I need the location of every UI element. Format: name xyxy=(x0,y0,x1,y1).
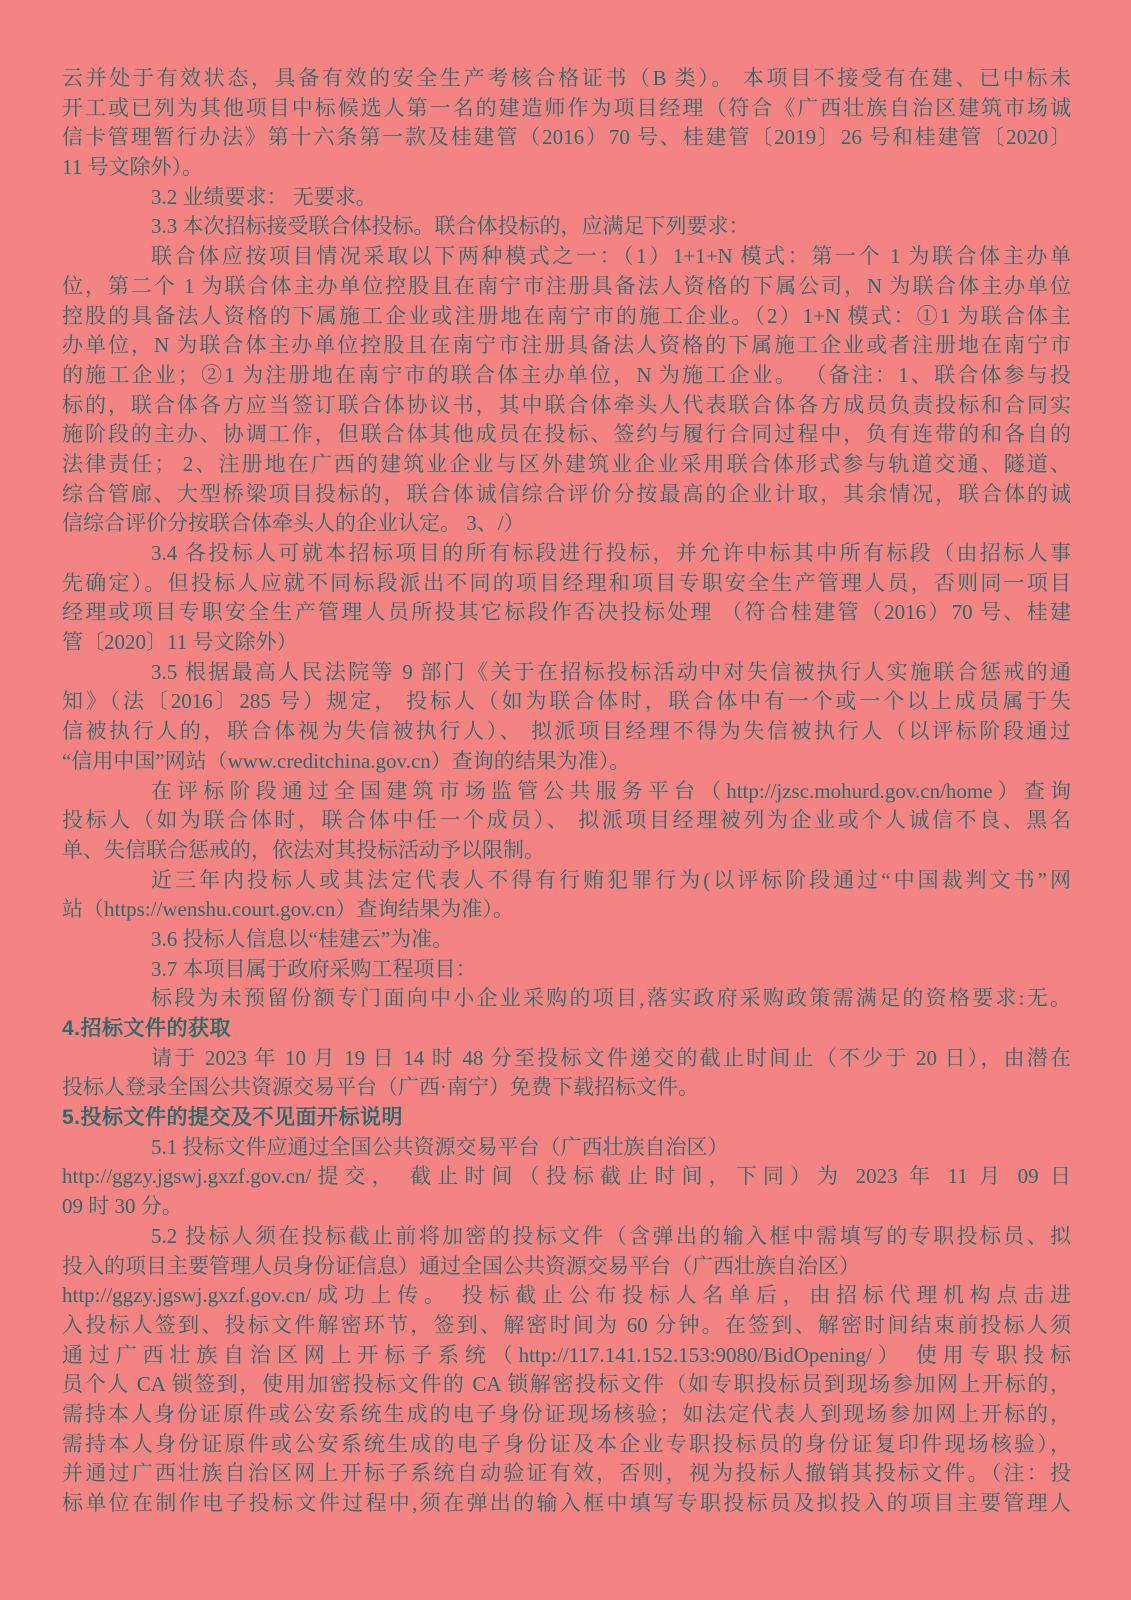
text-line: 开工或已列为其他项目中标候选人第一名的建造师作为项目经理（符合《广西壮族自治区建筑市场诚 xyxy=(62,95,1071,120)
text-line: 信卡管理暂行办法》第十六条第一款及桂建管（2016）70 号、桂建管〔2019〕26 号和桂建管〔2020〕 xyxy=(62,125,1071,150)
text-line: 需持本人身份证原件或公安系统生成的电子身份证现场核验；如法定代表人到现场参加网上开标的， xyxy=(62,1401,1071,1426)
text-line: 知》（法〔2016〕285 号）规定， 投标人（如为联合体时，联合体中有一个或一个以上成员属于失 xyxy=(62,689,1071,714)
text-line: 经理或项目专职安全生产管理人员所投其它标段作否决投标处理 （符合桂建管（2016）70 号、桂建 xyxy=(62,600,1071,625)
document-page xyxy=(62,64,1071,1519)
text-line: http://ggzy.jgswj.gxzf.gov.cn/提交， 截止时间（投标截止时间，下同）为 2023 年 11 月 09 日 xyxy=(62,1164,1071,1189)
text-line: 投标人（如为联合体时，联合体中任一个成员）、 拟派项目经理被列为企业或个人诚信不良、黑名 xyxy=(62,808,1071,833)
text-line: 员个人 CA 锁签到，使用加密投标文件的 CA 锁解密投标文件（如专职投标员到现场参加网上开标的， xyxy=(62,1372,1071,1397)
text-line: 通过广西壮族自治区网上开标子系统（http://117.141.152.153:9080/BidOpening/） 使用专职投标 xyxy=(62,1342,1071,1367)
text-line: 法律责任； 2、注册地在广西的建筑业企业与区外建筑业企业采用联合体形式参与轨道交通、隧道、 xyxy=(62,451,1071,476)
text-line: 3.7 本项目属于政府采购工程项目： xyxy=(151,956,477,981)
text-line: 站（https://wenshu.court.gov.cn）查询结果为准）。 xyxy=(62,897,514,922)
text-line: 云并处于有效状态，具备有效的安全生产考核合格证书（B 类）。 本项目不接受有在建、已中标未 xyxy=(62,66,1071,90)
text-line: 标单位在制作电子投标文件过程中,须在弹出的输入框中填写专职投标员及拟投入的项目主要管理人 xyxy=(62,1491,1071,1515)
text-line: 投标人登录全国公共资源交易平台（广西·南宁）免费下载招标文件。 xyxy=(62,1075,699,1100)
text-line: 3.4 各投标人可就本招标项目的所有标段进行投标，并允许中标其中所有标段（由招标人事 xyxy=(151,541,1071,565)
section-heading: 4.招标文件的获取 xyxy=(62,1017,232,1040)
text-line: 11 号文除外）。 xyxy=(62,155,203,180)
text-line: 3.5 根据最高人民法院等 9 部门《关于在招标投标活动中对失信被执行人实施联合惩戒的通 xyxy=(151,659,1071,684)
text-line: 信综合评价分按联合体牵头人的企业认定。 3、/） xyxy=(62,511,525,536)
text-line: 3.2 业绩要求： 无要求。 xyxy=(151,184,377,209)
text-line: 管〔2020〕11 号文除外） xyxy=(62,630,298,655)
text-line: 09 时 30 分。 xyxy=(62,1194,183,1219)
text-line: 5.1 投标文件应通过全国公共资源交易平台（广西壮族自治区） xyxy=(151,1134,729,1159)
text-line: 位，第二个 1 为联合体主办单位控股且在南宁市注册具备法人资格的下属公司，N 为联合体主办单位 xyxy=(62,273,1071,298)
text-line: 请于 2023 年 10 月 19 日 14 时 48 分至投标文件递交的截止时间止（不少于 20 日），由潜在 xyxy=(151,1045,1071,1070)
text-line: 标段为未预留份额专门面向中小企业采购的项目,落实政府采购政策需满足的资格要求:无。 xyxy=(151,986,1071,1011)
text-line: 投入的项目主要管理人员身份证信息）通过全国公共资源交易平台（广西壮族自治区） xyxy=(62,1253,860,1278)
text-line: 在评标阶段通过全国建筑市场监管公共服务平台（http://jzsc.mohurd.gov.cn/home）查询 xyxy=(151,778,1071,803)
text-line: 的施工企业；②1 为注册地在南宁市的联合体主办单位，N 为施工企业。 （备注：1、联合体参与投 xyxy=(62,362,1071,387)
text-line: 并通过广西壮族自治区网上开标子系统自动验证有效，否则，视为投标人撤销其投标文件。（注：投 xyxy=(62,1461,1071,1486)
text-line: 3.6 投标人信息以“桂建云”为准。 xyxy=(151,926,454,951)
text-line: 需持本人身份证原件或公安系统生成的电子身份证及本企业专职投标员的身份证复印件现场核验）， xyxy=(62,1431,1071,1456)
text-line: 先确定）。但投标人应就不同标段派出不同的项目经理和项目专职安全生产管理人员，否则同一项目 xyxy=(62,570,1071,595)
text-line: 综合管廊、大型桥梁项目投标的，联合体诚信综合评价分按最高的企业计取，其余情况，联合体的诚 xyxy=(62,481,1071,506)
text-line: 标的，联合体各方应当签订联合体协议书，其中联合体牵头人代表联合体各方成员负责投标和合同实 xyxy=(62,392,1071,417)
section-heading: 5.投标文件的提交及不见面开标说明 xyxy=(62,1106,404,1130)
text-line: “信用中国”网站（www.creditchina.gov.cn）查询的结果为准）。 xyxy=(62,748,631,773)
text-line: 单、失信联合惩戒的，依法对其投标活动予以限制。 xyxy=(62,837,545,862)
text-line: 入投标人签到、投标文件解密环节，签到、解密时间为 60 分钟。在签到、解密时间结束前投标人须 xyxy=(62,1312,1071,1337)
text-line: 近三年内投标人或其法定代表人不得有行贿犯罪行为(以评标阶段通过“中国裁判文书”网 xyxy=(151,867,1071,892)
text-line: 控股的具备法人资格的下属施工企业或注册地在南宁市的施工企业。（2）1+N 模式：①1 为联合体主 xyxy=(62,303,1071,328)
text-line: 信被执行人的，联合体视为失信被执行人）、 拟派项目经理不得为失信被执行人（以评标阶段通过 xyxy=(62,719,1071,744)
text-line: http://ggzy.jgswj.gxzf.gov.cn/成功上传。 投标截止公布投标人名单后，由招标代理机构点击进 xyxy=(62,1283,1071,1308)
text-line: 办单位，N 为联合体主办单位控股且在南宁市注册具备法人资格的下属施工企业或者注册地在南宁市 xyxy=(62,333,1071,358)
text-line: 施阶段的主办、协调工作，但联合体其他成员在投标、签约与履行合同过程中，负有连带的和各自的 xyxy=(62,422,1071,447)
text-line: 联合体应按项目情况采取以下两种模式之一：（1）1+1+N 模式：第一个 1 为联合体主办单 xyxy=(151,244,1071,269)
text-line: 5.2 投标人须在投标截止前将加密的投标文件（含弹出的输入框中需填写的专职投标员、拟 xyxy=(151,1223,1071,1248)
text-line: 3.3 本次招标接受联合体投标。联合体投标的，应满足下列要求： xyxy=(151,214,750,239)
